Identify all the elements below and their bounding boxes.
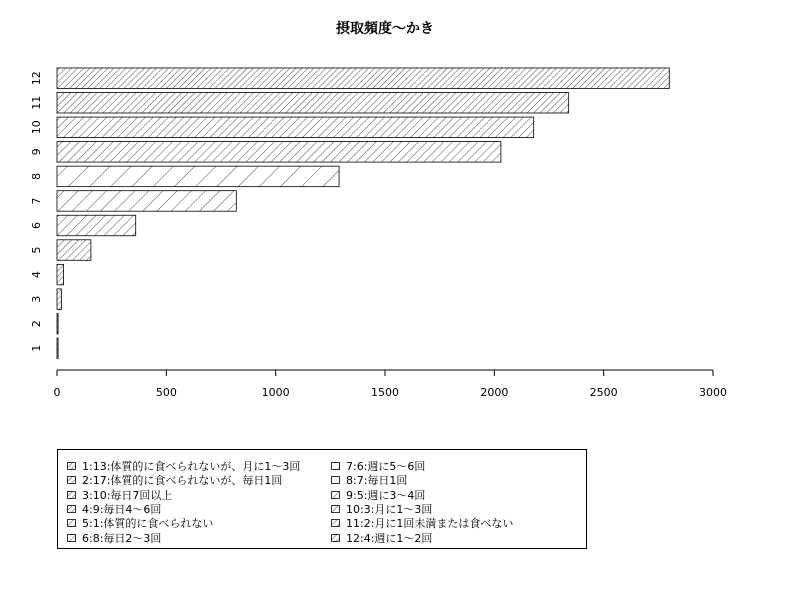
legend-item xyxy=(67,530,300,544)
bar-12 xyxy=(57,68,669,89)
legend-label: 10:3:月に1〜3回 xyxy=(346,503,433,517)
y-tick-label: 12 xyxy=(30,71,43,86)
x-axis xyxy=(54,370,728,399)
y-tick-label: 1 xyxy=(30,344,43,352)
legend-label: 6:8:毎日2〜3回 xyxy=(82,531,162,545)
legend-label: 12:4:週に1〜2回 xyxy=(346,531,433,545)
legend-swatch xyxy=(331,476,340,484)
bar-9 xyxy=(57,142,501,163)
bar-7 xyxy=(57,191,236,212)
legend-swatch xyxy=(331,505,340,513)
y-tick-label: 8 xyxy=(30,172,43,180)
legend-label: 3:10:毎日7回以上 xyxy=(82,488,173,502)
x-tick-label: 2000 xyxy=(480,386,509,399)
bar-5 xyxy=(57,240,91,260)
x-tick-label: 3000 xyxy=(699,386,727,399)
legend-swatch xyxy=(331,519,340,527)
legend-swatch xyxy=(331,491,340,499)
bar-2 xyxy=(57,313,58,334)
legend-column-left xyxy=(67,459,300,545)
y-tick-label: 2 xyxy=(30,320,43,328)
legend-item xyxy=(67,488,300,502)
y-tick-label: 3 xyxy=(30,295,43,303)
legend-label: 1:13:体質的に食べられないが、月に1〜3回 xyxy=(82,460,301,474)
legend-label: 7:6:週に5〜6回 xyxy=(346,460,426,474)
y-axis-labels xyxy=(30,71,43,352)
legend-label: 4:9:毎日4〜6回 xyxy=(82,503,162,517)
legend-label: 9:5:週に3〜4回 xyxy=(346,488,426,502)
chart-title: 摂取頻度〜かき xyxy=(336,21,434,37)
x-tick-label: 1000 xyxy=(261,386,290,399)
legend-label: 2:17:体質的に食べられないが、毎日1回 xyxy=(82,474,283,488)
bar-4 xyxy=(57,264,64,285)
legend-swatch xyxy=(67,519,76,527)
y-tick-label: 7 xyxy=(30,197,43,205)
legend-swatch xyxy=(67,462,76,470)
legend-item xyxy=(67,516,300,530)
legend-item xyxy=(331,502,513,516)
legend-item xyxy=(331,516,513,530)
legend-swatch xyxy=(67,505,76,513)
legend-label: 8:7:毎日1回 xyxy=(346,474,408,488)
legend-item xyxy=(67,502,300,516)
legend-swatch xyxy=(67,534,76,542)
bar-6 xyxy=(57,215,136,236)
y-tick-label: 10 xyxy=(30,120,43,135)
legend-item xyxy=(331,473,513,487)
x-tick-label: 1500 xyxy=(371,386,399,399)
x-tick-label: 2500 xyxy=(589,386,618,399)
x-tick-label: 0 xyxy=(53,386,61,399)
bar-1 xyxy=(57,338,58,359)
y-tick-label: 9 xyxy=(30,148,43,156)
x-tick-label: 500 xyxy=(155,386,177,399)
bar-8 xyxy=(57,166,339,187)
bar-10 xyxy=(57,117,534,138)
legend-item xyxy=(67,459,300,473)
legend-label: 11:2:月に1回未満または食べない xyxy=(346,517,514,531)
legend-column-right xyxy=(331,459,513,545)
y-tick-label: 6 xyxy=(30,222,43,229)
legend-swatch xyxy=(67,491,76,499)
legend-item xyxy=(331,530,513,544)
legend xyxy=(57,449,587,549)
legend-item xyxy=(331,488,513,502)
legend-label: 5:1:体質的に食べられない xyxy=(82,517,214,531)
y-tick-label: 4 xyxy=(30,271,43,279)
bars xyxy=(57,68,669,359)
bar-11 xyxy=(57,93,569,114)
y-tick-label: 11 xyxy=(30,95,43,110)
legend-swatch xyxy=(67,476,76,484)
legend-swatch xyxy=(331,534,340,542)
legend-item xyxy=(331,459,513,473)
legend-item xyxy=(67,473,300,487)
legend-swatch xyxy=(331,462,340,470)
y-tick-label: 5 xyxy=(30,246,43,254)
bar-3 xyxy=(57,289,61,310)
